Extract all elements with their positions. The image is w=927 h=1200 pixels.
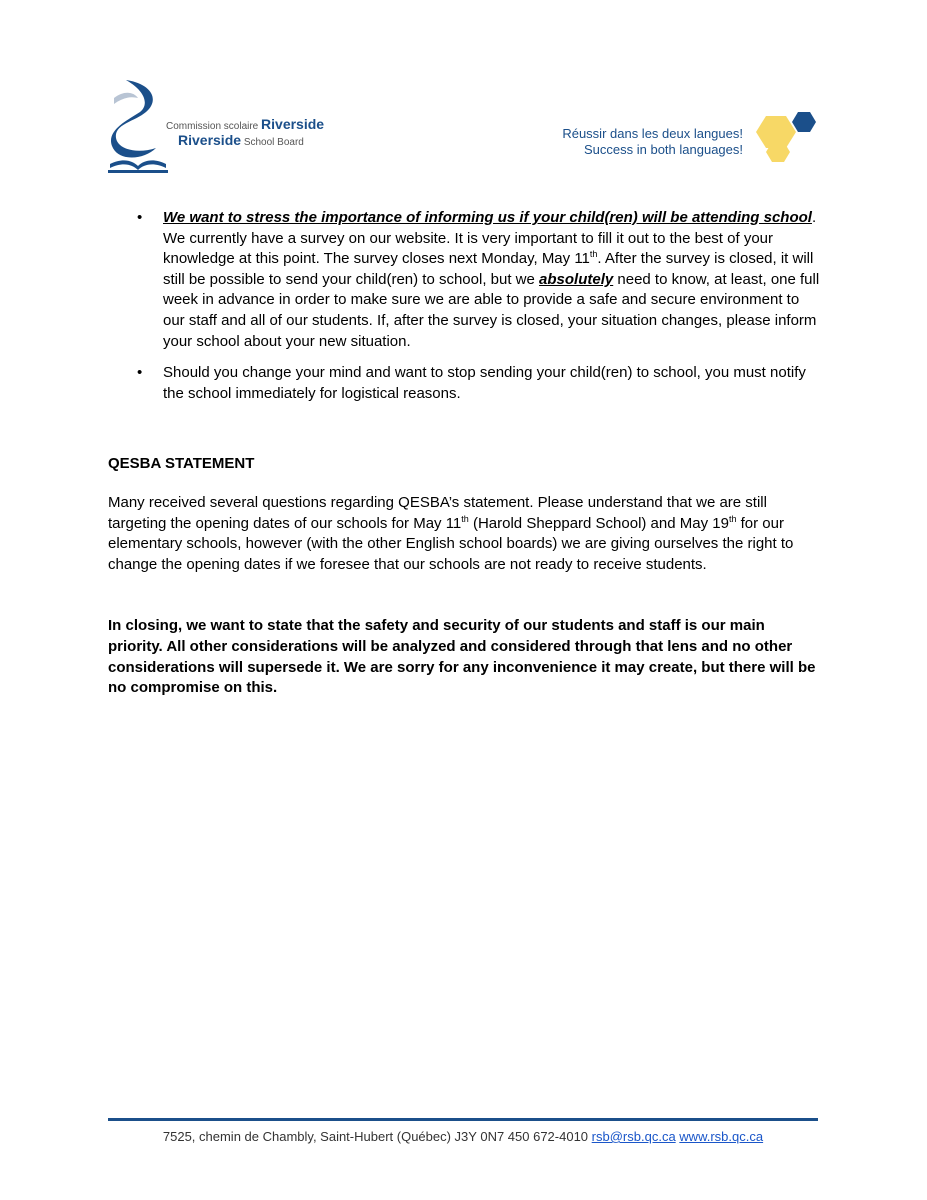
footer-divider bbox=[108, 1118, 818, 1121]
logo-line-2: Riverside School Board bbox=[178, 132, 304, 148]
document-body bbox=[108, 208, 820, 699]
footer bbox=[108, 1129, 818, 1144]
website-link[interactable]: www.rsb.qc.ca bbox=[679, 1129, 764, 1144]
bullet-list bbox=[108, 208, 820, 404]
section-heading: QESBA STATEMENT bbox=[108, 455, 255, 473]
footer-address: 7525, chemin de Chambly, Saint-Hubert (Québec) J3Y 0N7 450 672-4010 bbox=[162, 1129, 589, 1144]
email-link[interactable]: rsb@rsb.qc.ca bbox=[591, 1129, 676, 1144]
bullet-icon: • bbox=[137, 364, 143, 382]
closing-paragraph: In closing, we want to state that the safety and security of our students and staff is our main priority. All other considerations will be analyzed and considered through that lens and no other considerations will supersede it. We are sorry for any inconvenience it may create, but there will be no compromise on this. bbox=[108, 617, 816, 697]
logo-line-1: Commission scolaire Riverside bbox=[166, 116, 325, 132]
bullet-icon: • bbox=[137, 209, 143, 226]
tagline bbox=[562, 126, 743, 158]
emphasis-text: absolutely bbox=[539, 270, 614, 288]
emphasis-text: We want to stress the importance of informing us if your child(ren) will be attending school bbox=[163, 209, 812, 226]
riverside-logo bbox=[108, 76, 328, 176]
list-item: • We want to stress the importance of informing us if your child(ren) will be attending school. We currently have a survey on our website. It is very important to fill it out to the best of your knowledge at this point. The survey closes next Monday, May 11th. After the survey is closed, it will still be possible to send your child(ren) to school, but we absolutely need to know, at least, one full week in advance in order to make sure we are able to provide a safe and secure environment to our staff and all of our students. If, after the survey is closed, your situation changes, please inform your school about your new situation. bbox=[137, 209, 820, 350]
qesba-paragraph: Many received several questions regarding QESBA’s statement. Please understand that we are still targeting the opening dates of our schools for May 11th (Harold Sheppard School) and May 19th for our elementary schools, however (with the other English school boards) we are giving ourselves the right to change the opening dates if we foresee that our schools are not ready to receive students. bbox=[108, 493, 794, 573]
hexagon-logo-icon bbox=[752, 108, 822, 170]
list-item: • Should you change your mind and want to stop sending your child(ren) to school, you must notify the school immediately for logistical reasons. bbox=[137, 364, 806, 402]
tagline-en: Success in both languages! bbox=[584, 142, 743, 157]
tagline-fr: Réussir dans les deux langues! bbox=[562, 126, 743, 141]
riverside-wave-icon bbox=[108, 76, 168, 176]
